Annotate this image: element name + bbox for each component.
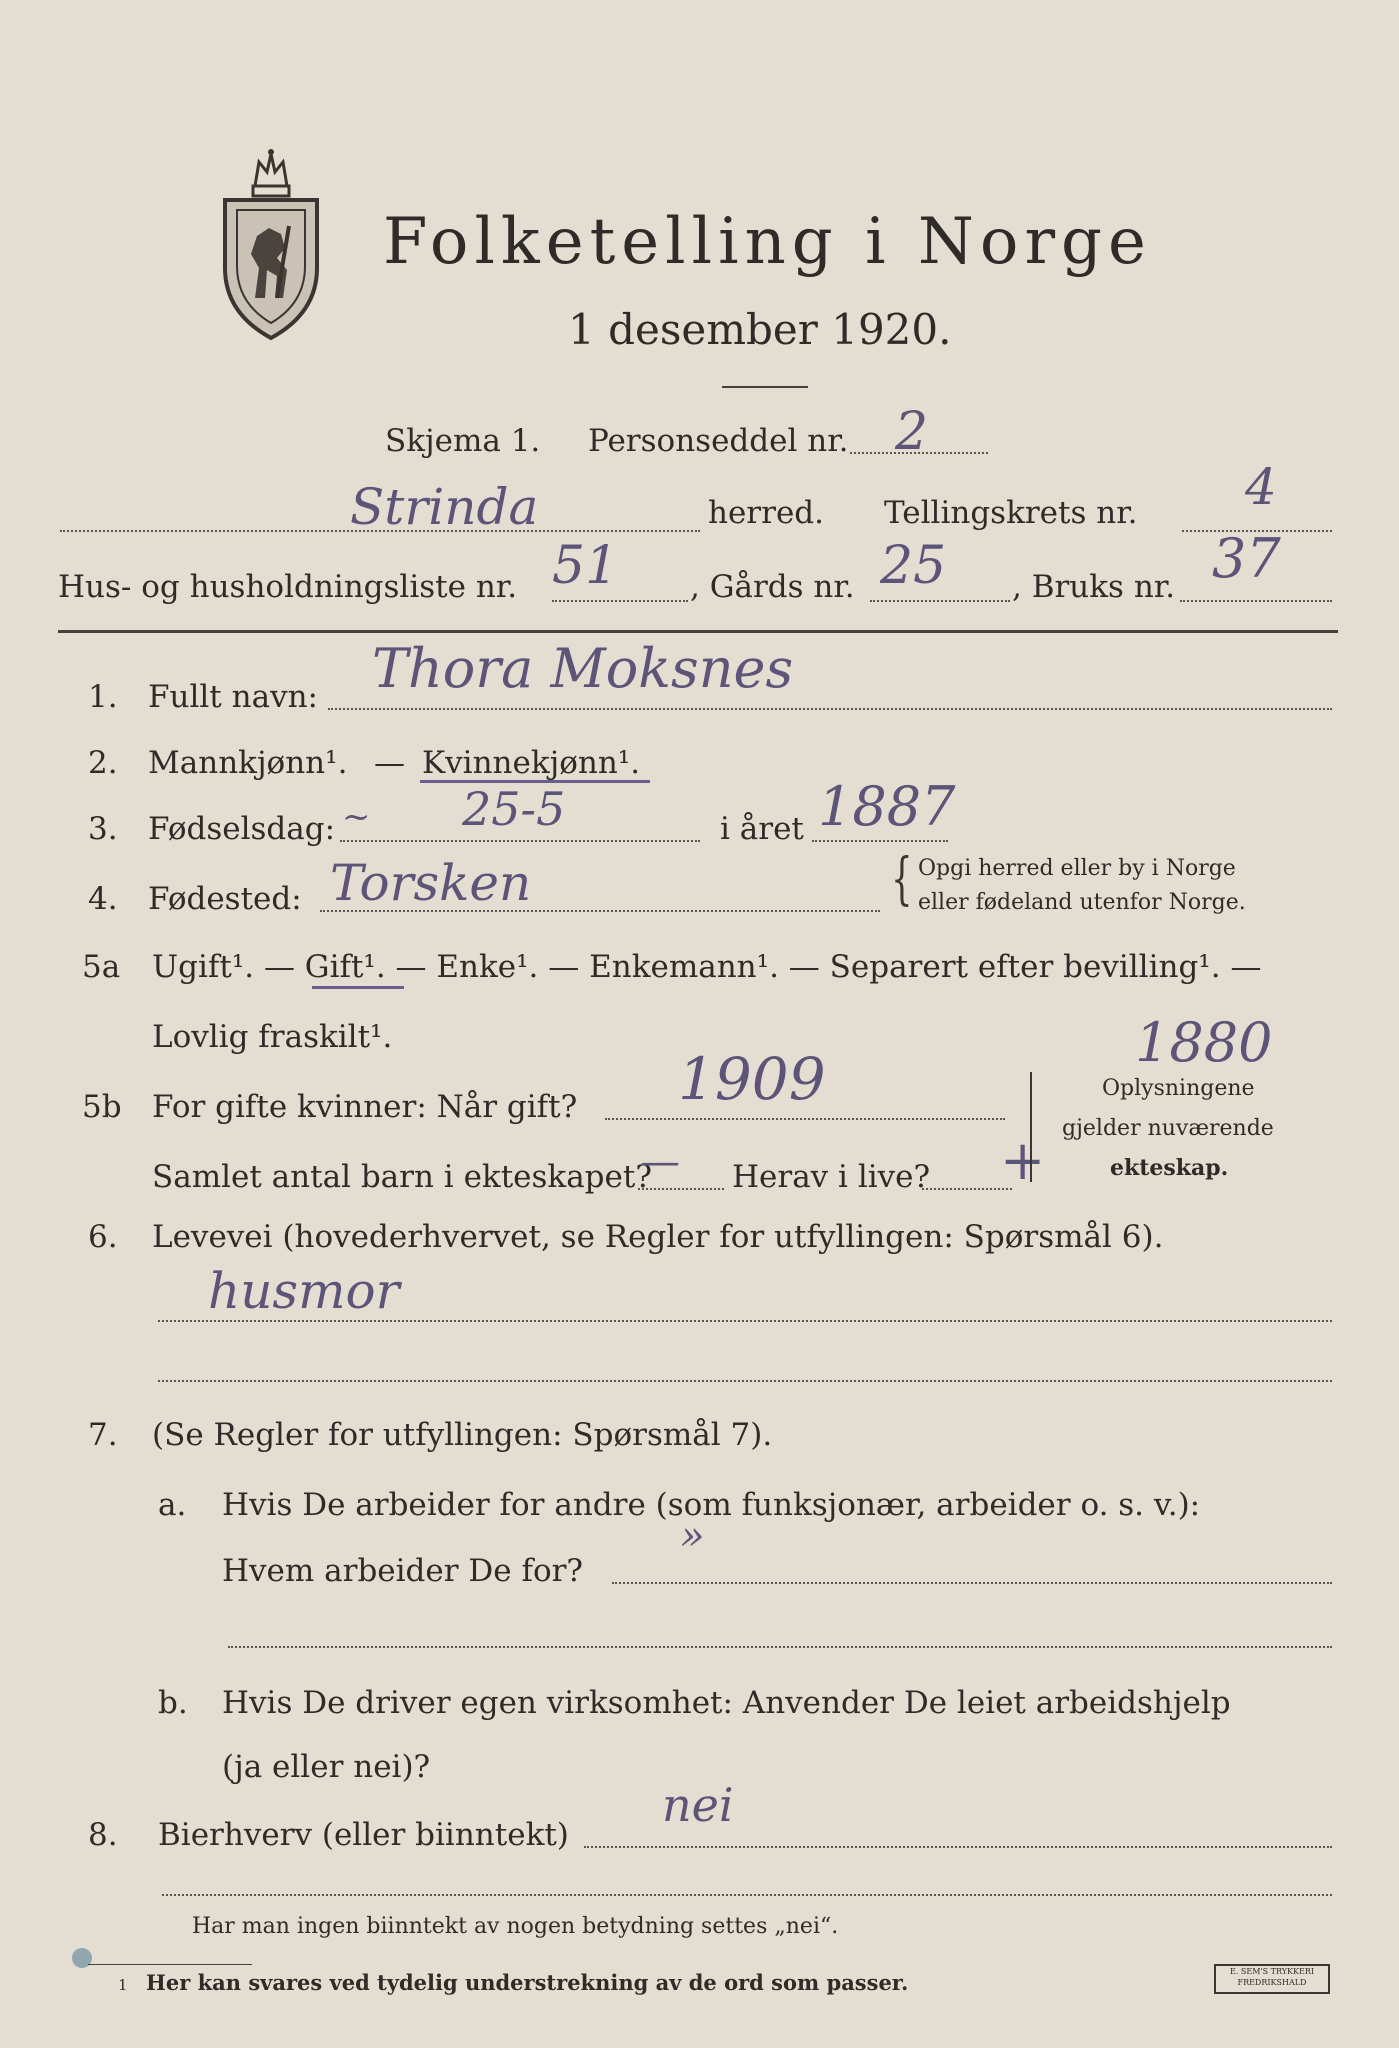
alive-line — [922, 1188, 1012, 1190]
form-date: 1 desember 1920. — [568, 305, 952, 354]
q7a-text: Hvis De arbeider for andre (som funksjonær, arbeider o. s. v.): — [222, 1487, 1201, 1523]
q4-note-line2: eller fødeland utenfor Norge. — [918, 890, 1246, 915]
q4-label: Fødested: — [148, 881, 302, 917]
herred-value[interactable]: Strinda — [350, 478, 539, 536]
skjema-label: Skjema 1. — [385, 423, 541, 459]
children-value[interactable]: — — [640, 1139, 680, 1185]
q4-brace: { — [891, 847, 913, 912]
q8-line2 — [162, 1894, 1332, 1896]
q4-number: 4. — [88, 881, 118, 917]
form-title: Folketelling i Norge — [383, 205, 1152, 279]
ink-spot — [72, 1948, 92, 1968]
hus-label: Hus- og husholdningsliste nr. — [58, 569, 518, 605]
q2-dash: — — [374, 745, 405, 781]
footnote-rule — [88, 1964, 252, 1965]
gards-value[interactable]: 25 — [880, 536, 947, 596]
q7b-question: (ja eller nei)? — [222, 1749, 431, 1785]
hus-line — [552, 600, 688, 602]
herred-label: herred. — [708, 495, 824, 531]
personseddel-label: Personseddel nr. — [588, 423, 849, 459]
q7a-letter: a. — [158, 1487, 187, 1523]
q5b-brace — [1030, 1072, 1042, 1182]
personseddel-value[interactable]: 2 — [895, 402, 929, 462]
q1-number: 1. — [88, 679, 118, 715]
hus-value[interactable]: 51 — [552, 536, 619, 596]
extra-year-value[interactable]: 1880 — [1135, 1011, 1273, 1074]
side-income-value[interactable]: nei — [662, 1778, 734, 1832]
q5b-note-line2: gjelder nuværende — [1062, 1116, 1274, 1141]
q5a-number: 5a — [82, 949, 121, 985]
children-line — [638, 1188, 724, 1190]
married-line — [605, 1118, 1005, 1120]
q7a-line2 — [228, 1646, 1332, 1648]
bruks-line — [1180, 600, 1332, 602]
q2-number: 2. — [88, 745, 118, 781]
married-label: For gifte kvinner: Når gift? — [152, 1089, 578, 1125]
q3-label: Fødselsdag: — [148, 811, 336, 847]
q6-label: Levevei (hovederhvervet, se Regler for utfyllingen: Spørsmål 6). — [152, 1219, 1164, 1255]
children-label: Samlet antal barn i ekteskapet? — [152, 1159, 652, 1195]
alive-label: Herav i live? — [732, 1159, 931, 1195]
tellingskrets-label: Tellingskrets nr. — [884, 495, 1138, 531]
q8-number: 8. — [88, 1817, 118, 1853]
occupation-value[interactable]: husmor — [208, 1262, 400, 1320]
q1-line — [328, 708, 1332, 710]
coat-of-arms-icon — [215, 148, 327, 343]
birthplace-value[interactable]: Torsken — [330, 854, 532, 912]
q8-label: Bierhverv (eller biinntekt) — [158, 1817, 569, 1853]
q3-year-line — [812, 840, 948, 842]
year-label: i året — [720, 811, 804, 847]
q7a-line1 — [612, 1582, 1332, 1584]
header-divider — [722, 386, 808, 388]
birth-year-value[interactable]: 1887 — [818, 775, 956, 838]
employer-value[interactable]: » — [680, 1513, 705, 1559]
marital-status-options[interactable]: Ugift¹. — Gift¹. — Enke¹. — Enkemann¹. — Separert efter bevilling¹. — — [152, 949, 1262, 985]
bruks-value[interactable]: 37 — [1212, 527, 1281, 590]
footnote-text: Her kan svares ved tydelig understrekning av de ord som passer. — [146, 1970, 909, 1995]
bruks-label: , Bruks nr. — [1012, 569, 1176, 605]
q5b-number: 5b — [82, 1089, 122, 1125]
footnote-number: 1 — [118, 1976, 128, 1994]
q3-day-line — [340, 840, 700, 842]
gards-label: , Gårds nr. — [690, 569, 855, 605]
q7-label: (Se Regler for utfyllingen: Spørsmål 7). — [152, 1417, 773, 1453]
gift-underline — [312, 986, 404, 989]
q5b-note-line1: Oplysningene — [1102, 1076, 1255, 1101]
q8-line1 — [584, 1846, 1332, 1848]
q5b-note-line3: ekteskap. — [1110, 1155, 1229, 1181]
q6-number: 6. — [88, 1219, 118, 1255]
q1-label: Fullt navn: — [148, 679, 318, 715]
alive-value[interactable]: + — [1000, 1129, 1046, 1192]
q2-male[interactable]: Mannkjønn¹. — [148, 745, 348, 781]
q6-line2 — [158, 1380, 1332, 1382]
tellingskrets-value[interactable]: 4 — [1245, 458, 1277, 516]
full-name-value[interactable]: Thora Moksnes — [372, 637, 794, 700]
q7b-letter: b. — [158, 1685, 188, 1721]
q3-number: 3. — [88, 811, 118, 847]
section-divider — [58, 630, 1338, 633]
q4-note-line1: Opgi herred eller by i Norge — [918, 856, 1236, 881]
q6-line1 — [158, 1320, 1332, 1322]
printer-stamp: E. SEM'S TRYKKERI FREDRIKSHALD — [1214, 1964, 1330, 1994]
birthday-dash-value: ~ — [342, 797, 371, 837]
gards-line — [870, 600, 1010, 602]
married-year-value[interactable]: 1909 — [678, 1045, 826, 1113]
q7b-text: Hvis De driver egen virksomhet: Anvender De leiet arbeidshjelp — [222, 1685, 1231, 1721]
q7-number: 7. — [88, 1417, 118, 1453]
footer-note: Har man ingen biinntekt av nogen betydning settes „nei“. — [192, 1914, 839, 1939]
marital-status-line2[interactable]: Lovlig fraskilt¹. — [152, 1019, 393, 1055]
q2-female[interactable]: Kvinnekjønn¹. — [422, 745, 641, 781]
q7a-question: Hvem arbeider De for? — [222, 1553, 584, 1589]
birthday-value[interactable]: 25-5 — [462, 782, 566, 836]
